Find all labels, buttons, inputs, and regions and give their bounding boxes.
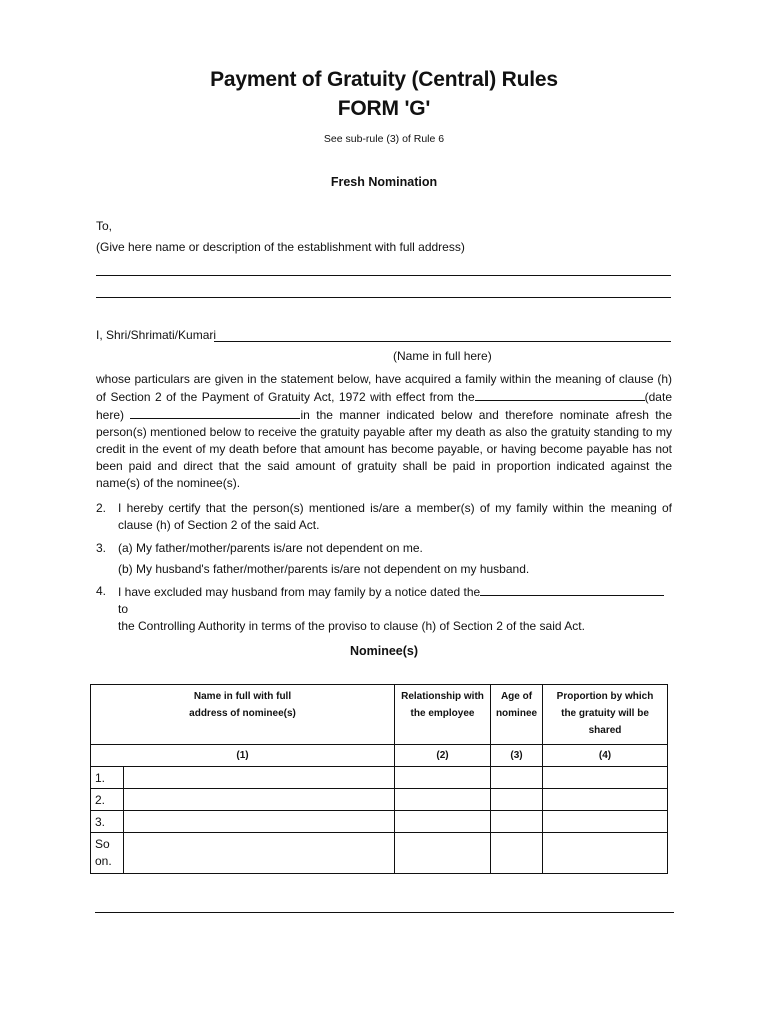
address-instruction: (Give here name or description of the establishment with full address)	[96, 240, 465, 254]
nominee-name-cell[interactable]	[124, 789, 395, 811]
subrule-reference: See sub-rule (3) of Rule 6	[323, 133, 445, 145]
age-cell[interactable]	[491, 811, 543, 833]
item3-number: 3.	[96, 541, 107, 555]
proportion-cell[interactable]	[543, 789, 668, 811]
nominee-name-cell[interactable]	[124, 833, 395, 874]
table-row	[91, 811, 668, 833]
paragraph-part2: in the manner indicated below and therefore nominate afresh the person(s) mentioned below to receive the gratuity payable after my death as also the gratuity standing to my credit in the event of my death before that amount has become payable, or having become payable has not been paid and direct that the said amount of gratuity shall be paid in proportion indicated against the name(s) of the nominee(s).	[96, 408, 672, 490]
col-header-age: Age of nominee	[491, 685, 543, 745]
document-title: Payment of Gratuity (Central) Rules	[210, 68, 558, 91]
footer-divider	[95, 912, 674, 913]
nominee-name-cell[interactable]	[124, 767, 395, 789]
address-line-2[interactable]	[96, 297, 671, 298]
relationship-cell[interactable]	[395, 833, 491, 874]
item3b-text: (b) My husband's father/mother/parents is/are not dependent on my husband.	[118, 562, 530, 576]
date-continuation-blank[interactable]	[130, 406, 300, 419]
table-number-row	[91, 745, 668, 767]
table-row	[91, 767, 668, 789]
item4-part1: I have excluded may husband from may family by a notice dated the	[118, 585, 481, 599]
age-cell[interactable]	[491, 833, 543, 874]
age-cell[interactable]	[491, 767, 543, 789]
col-header-name-address: Name in full with full address of nominee(s)	[91, 685, 395, 745]
declaration-paragraph	[96, 371, 672, 492]
proportion-cell[interactable]	[543, 811, 668, 833]
row-number: 1.	[91, 767, 124, 789]
name-note: (Name in full here)	[393, 349, 492, 363]
col-header-proportion: Proportion by which the gratuity will be shared	[543, 685, 668, 745]
paragraph-part1: whose particulars are given in the statement below, have acquired a family within the meaning of clause (h) of Section 2 of the Payment of Gratuity Act, 1972 with effect from the	[96, 372, 672, 404]
item2-text: I hereby certify that the person(s) mentioned is/are a member(s) of my family within the meaning of clause (h) of Section 2 of the said Act.	[118, 501, 672, 532]
declarant-name-line[interactable]	[214, 341, 671, 342]
proportion-cell[interactable]	[543, 767, 668, 789]
date-note: (date here)	[96, 390, 672, 422]
col-number-3: (3)	[491, 745, 543, 767]
row-number: 2.	[91, 789, 124, 811]
item4-number: 4.	[96, 584, 107, 598]
row-number: So on.	[91, 833, 124, 874]
notice-date-blank[interactable]	[480, 583, 664, 596]
form-title: FORM 'G'	[337, 97, 431, 120]
item3a-text: (a) My father/mother/parents is/are not dependent on me.	[118, 541, 423, 555]
address-line-1[interactable]	[96, 275, 671, 276]
age-cell[interactable]	[491, 789, 543, 811]
table-header-row	[91, 685, 668, 745]
col-number-2: (2)	[395, 745, 491, 767]
relationship-cell[interactable]	[395, 811, 491, 833]
relationship-cell[interactable]	[395, 789, 491, 811]
nominee-name-cell[interactable]	[124, 811, 395, 833]
effective-date-blank[interactable]	[475, 388, 645, 401]
item4-text	[118, 583, 672, 635]
proportion-cell[interactable]	[543, 833, 668, 874]
item2-number: 2.	[96, 501, 107, 515]
relationship-cell[interactable]	[395, 767, 491, 789]
nominees-table	[90, 684, 668, 874]
item4-to: to	[118, 602, 129, 616]
table-row	[91, 833, 668, 874]
declarant-prefix: I, Shri/Shrimati/Kumari	[96, 328, 217, 342]
row-number: 3.	[91, 811, 124, 833]
table-row	[91, 789, 668, 811]
col-number-1: (1)	[91, 745, 395, 767]
col-header-relationship: Relationship with the employee	[395, 685, 491, 745]
section-heading: Fresh Nomination	[330, 175, 438, 189]
nominees-heading: Nominee(s)	[349, 644, 419, 658]
item4-part2: the Controlling Authority in terms of the proviso to clause (h) of Section 2 of the said Act.	[118, 619, 585, 633]
to-label: To,	[96, 219, 113, 233]
col-number-4: (4)	[543, 745, 668, 767]
